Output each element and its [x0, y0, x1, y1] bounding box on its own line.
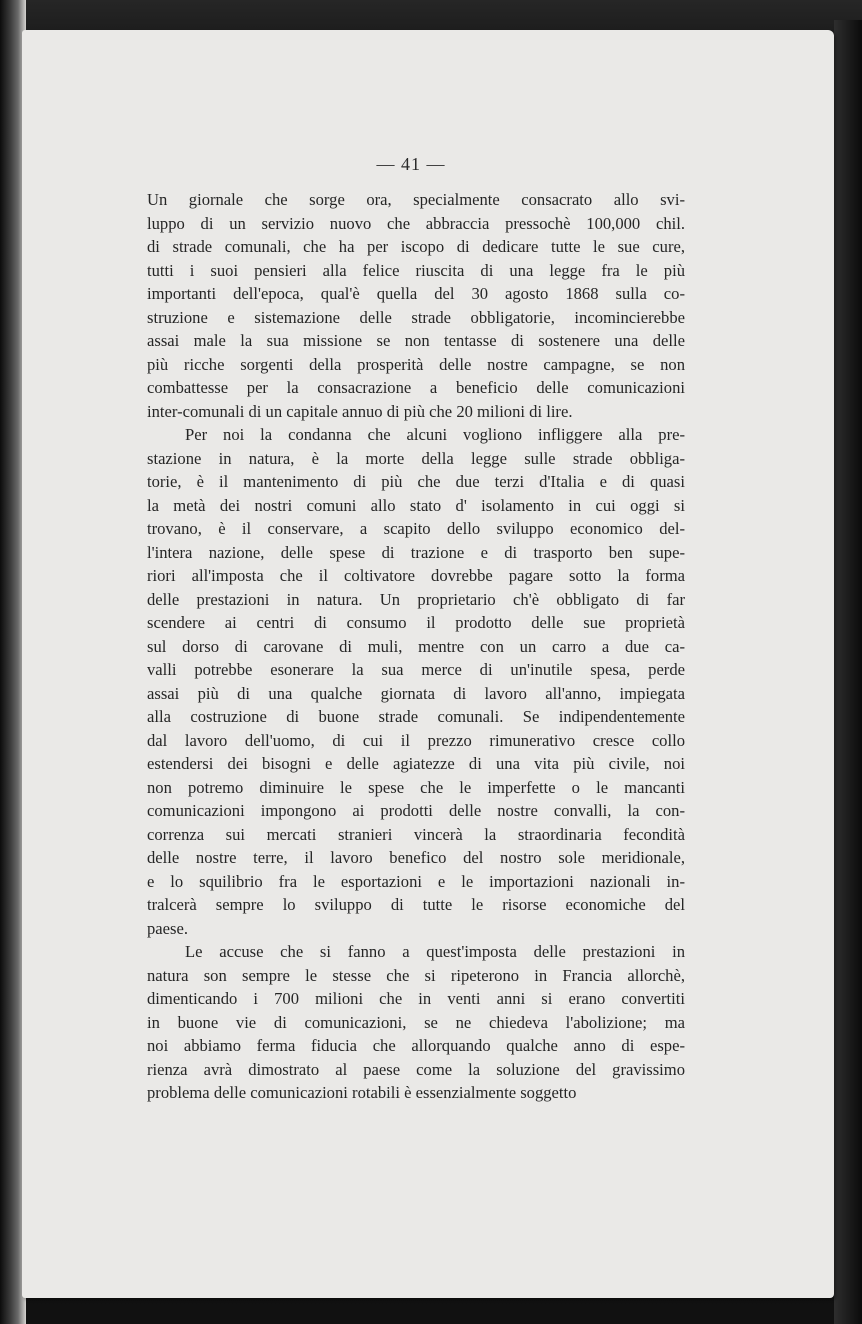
paragraph: [147, 188, 685, 423]
text-line: assai più di una qualche giornata di lavoro all'anno, impiegata: [147, 683, 685, 703]
text-line: non potremo diminuire le spese che le imperfette o le mancanti: [147, 777, 685, 797]
text-line: di strade comunali, che ha per iscopo di dedicare tutte le sue cure,: [147, 237, 685, 256]
text-line: noi abbiamo ferma fiducia che allorquando qualche anno di espe-: [147, 1036, 685, 1055]
text-line: alla costruzione di buone strade comunali. Se indipendentemente: [147, 707, 685, 726]
text-line: in buone vie di comunicazioni, se ne chiedeva l'abolizione; ma: [147, 1012, 685, 1032]
text-line: assai male la sua missione se non tentasse di sostenere una delle: [147, 331, 685, 350]
text-line: torie, è il mantenimento di più che due terzi d'Italia e di quasi: [147, 472, 685, 491]
text-line: combattesse per la consacrazione a beneficio delle comunicazioni: [147, 378, 685, 397]
text-line: più ricche sorgenti della prosperità delle nostre campagne, se non: [147, 354, 685, 374]
text-line: tralcerà sempre lo sviluppo di tutte le risorse economiche del: [147, 895, 685, 914]
body-text: [147, 188, 685, 1105]
text-line: problema delle comunicazioni rotabili è essenzialmente soggetto: [147, 1083, 577, 1102]
text-line: la metà dei nostri comuni allo stato d' isolamento in cui oggi si: [147, 495, 685, 515]
text-line: Le accuse che si fanno a quest'imposta delle prestazioni in: [185, 942, 685, 961]
text-line: inter-comunali di un capitale annuo di più che 20 milioni di lire.: [147, 401, 573, 421]
text-line: luppo di un servizio nuovo che abbraccia pressochè 100,000 chil.: [147, 213, 685, 233]
text-line: e lo squilibrio fra le esportazioni e le importazioni nazionali in-: [147, 871, 685, 891]
page-number: — 41 —: [376, 154, 446, 174]
text-line: struzione e sistemazione delle strade obbligatorie, incomincierebbe: [147, 307, 685, 327]
text-line: l'intera nazione, delle spese di trazione e di trasporto ben supe-: [147, 542, 685, 562]
text-line: estendersi dei bisogni e delle agiatezze di una vita più civile, noi: [147, 754, 685, 773]
page-edge-shadow: [834, 20, 862, 1324]
text-line: riori all'imposta che il coltivatore dovrebbe pagare sotto la forma: [147, 566, 685, 585]
text-line: scendere ai centri di consumo il prodotto delle sue proprietà: [147, 613, 685, 632]
text-line: sul dorso di carovane di muli, mentre con un carro a due ca-: [147, 636, 685, 656]
text-line: tutti i suoi pensieri alla felice riuscita di una legge fra le più: [147, 260, 685, 280]
text-line: rienza avrà dimostrato al paese come la soluzione del gravissimo: [147, 1059, 685, 1079]
text-line: Un giornale che sorge ora, specialmente consacrato allo svi-: [147, 190, 685, 209]
text-line: natura son sempre le stesse che si ripeterono in Francia allorchè,: [147, 965, 685, 985]
text-line: correnza sui mercati stranieri vincerà la straordinaria fecondità: [147, 824, 685, 844]
text-line: delle prestazioni in natura. Un proprietario ch'è obbligato di far: [147, 589, 685, 609]
paragraph: [147, 423, 685, 940]
text-line: trovano, è il conservare, a scapito dello sviluppo economico del-: [147, 519, 685, 538]
text-line: valli potrebbe esonerare la sua merce di un'inutile spesa, perde: [147, 660, 685, 679]
text-line: stazione in natura, è la morte della legge sulle strade obbliga-: [147, 448, 685, 468]
text-line: comunicazioni impongono ai prodotti delle nostre convalli, la con-: [147, 801, 685, 820]
text-line: paese.: [147, 918, 188, 938]
text-line: dimenticando i 700 milioni che in venti anni si erano convertiti: [147, 989, 685, 1008]
paragraph: [147, 940, 685, 1105]
text-line: delle nostre terre, il lavoro benefico del nostro sole meridionale,: [147, 848, 685, 867]
text-line: dal lavoro dell'uomo, di cui il prezzo rimunerativo cresce collo: [147, 730, 685, 750]
text-line: Per noi la condanna che alcuni vogliono infliggere alla pre-: [185, 425, 685, 444]
text-line: importanti dell'epoca, qual'è quella del 30 agosto 1868 sulla co-: [147, 284, 685, 303]
